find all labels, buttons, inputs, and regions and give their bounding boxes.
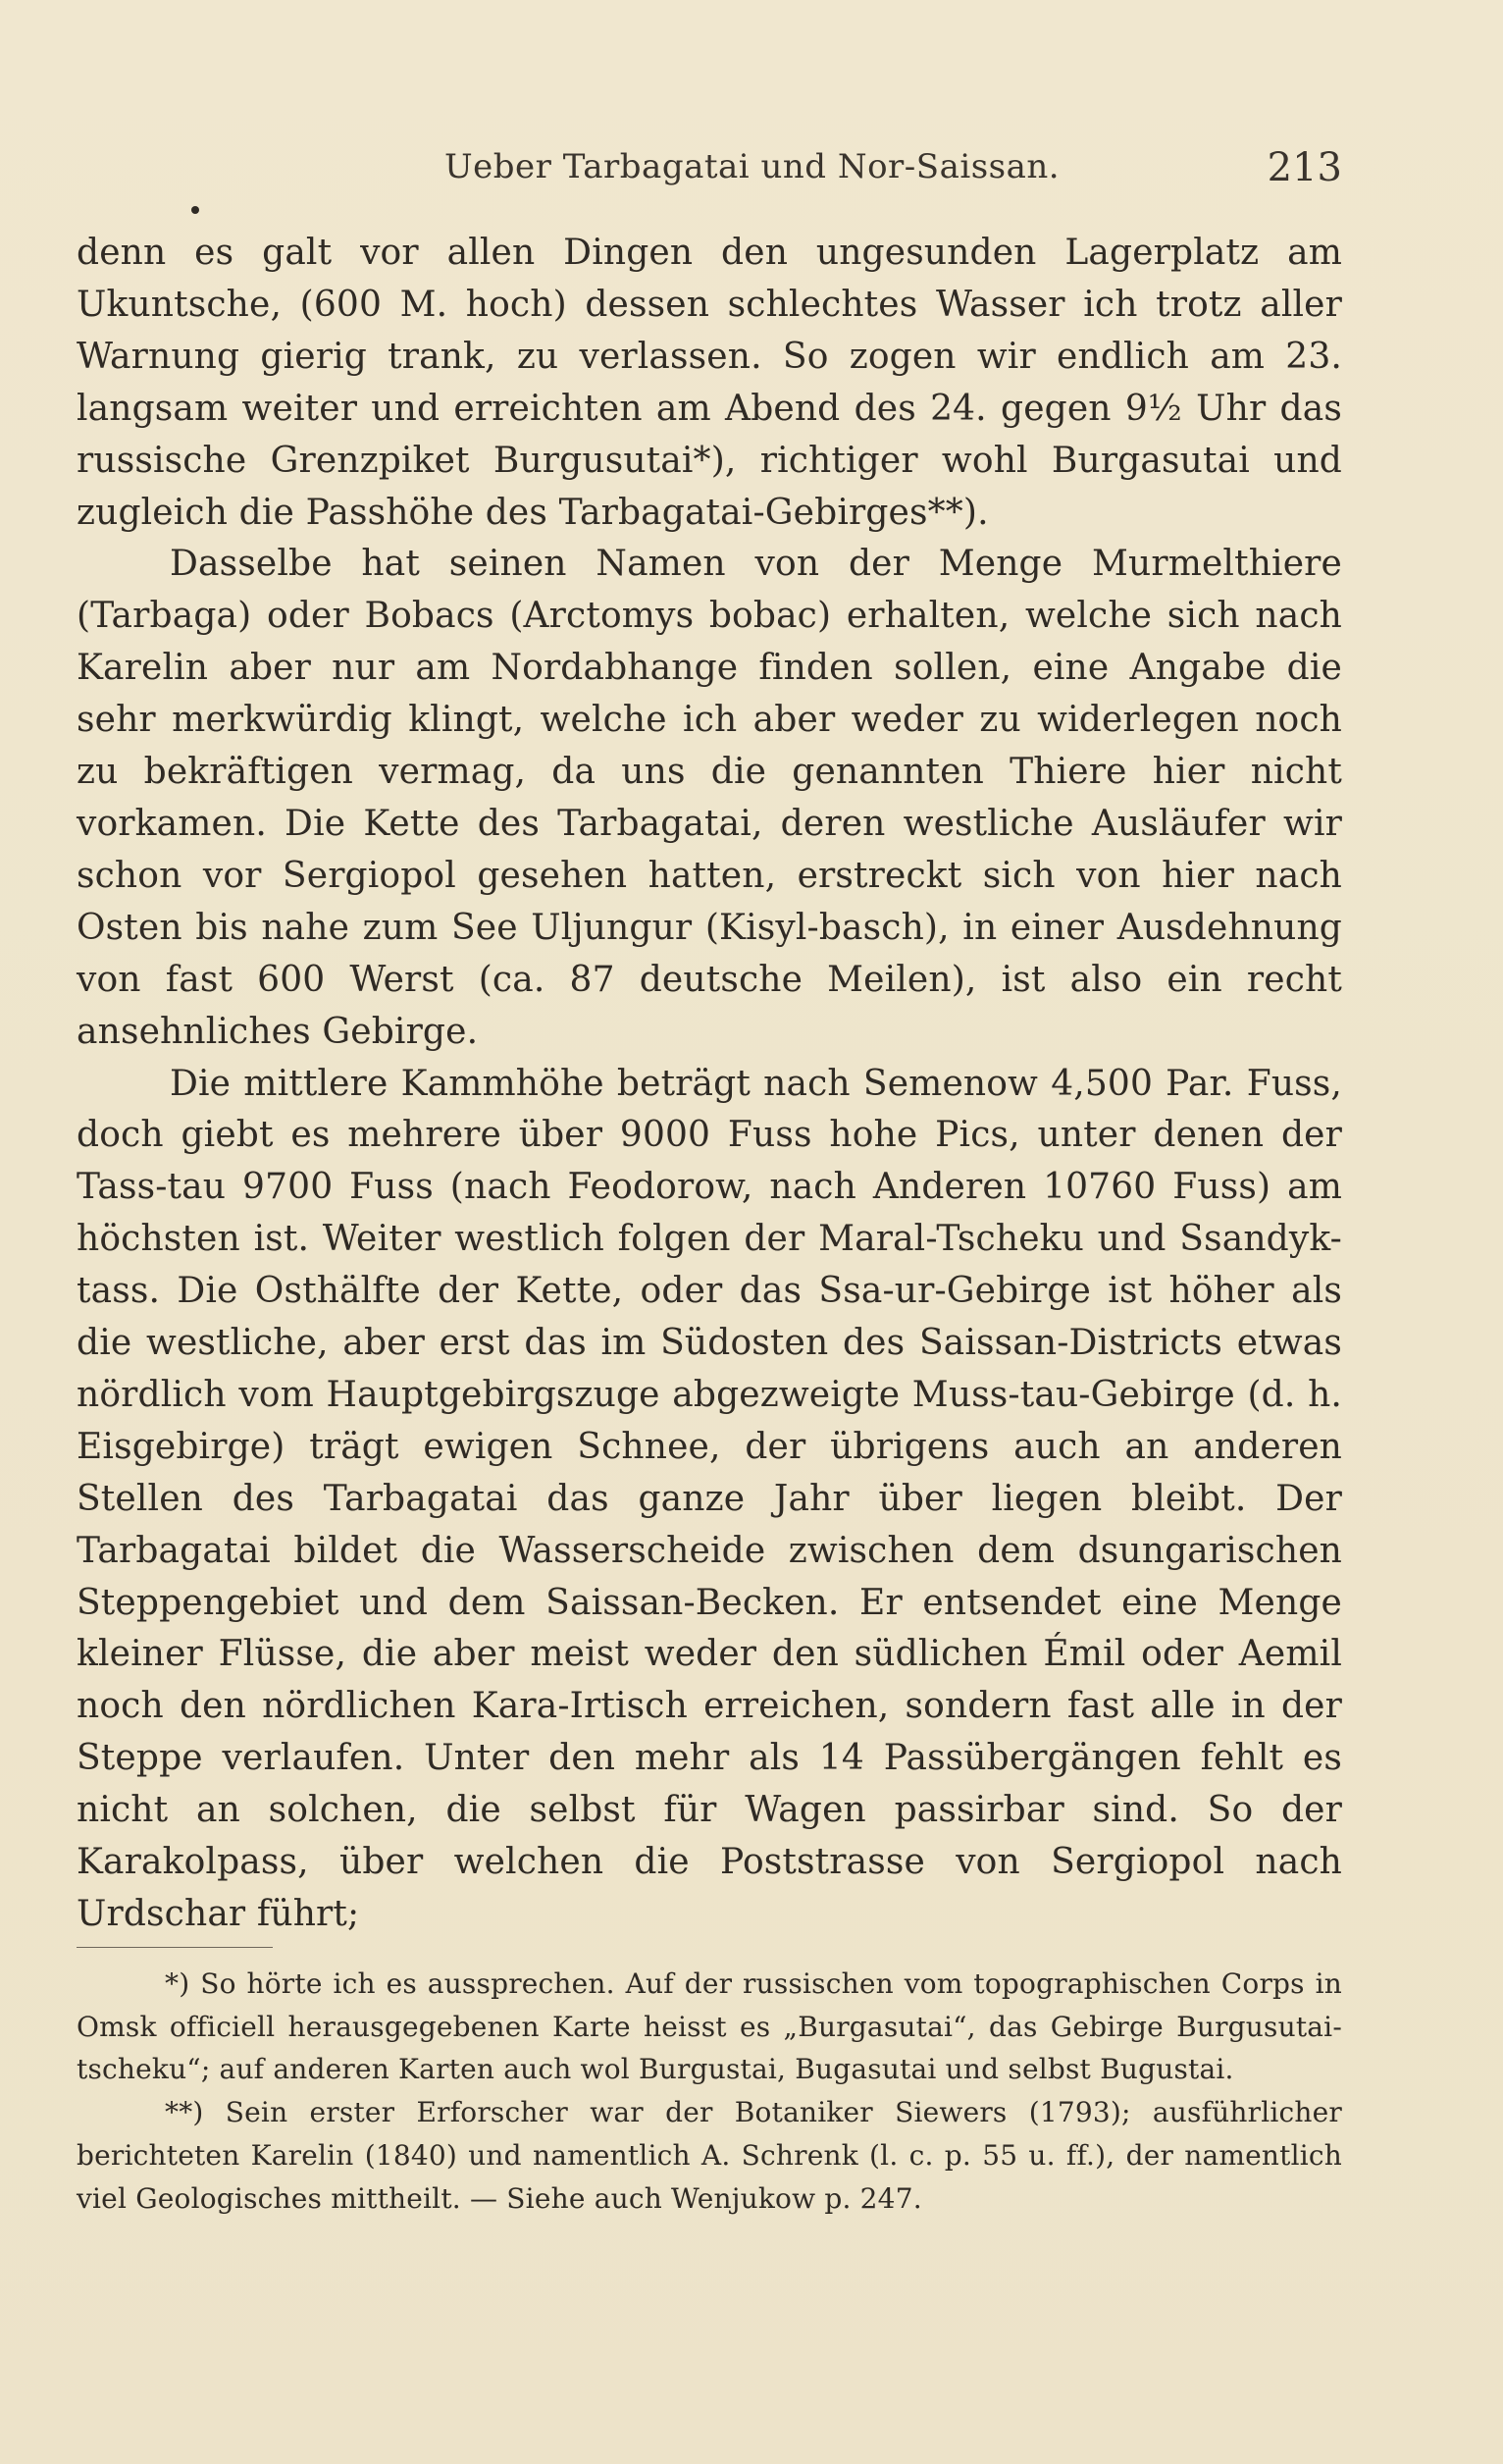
main-text [77,228,1342,1941]
paragraph-1: denn es galt vor allen Dingen den ungesunden Lagerplatz am Ukuntsche, (600 M. hoch) dessen schlechtes Wasser ich trotz aller Warnung gierig trank, zu verlassen. So zogen wir endlich am 23. langsam weiter und erreichten am Abend des 24. gegen 9½ Uhr das russische Grenzpiket Burgusutai*), richtiger wohl Burgasutai und zugleich die Passhöhe des Tarbagatai-Gebirges**). [77,233,1342,533]
running-head: Ueber Tarbagatai und Nor-Saissan. [444,147,1061,186]
footnote-divider [77,1947,273,1948]
ink-speck [191,206,199,214]
paragraph-2: Dasselbe hat seinen Namen von der Menge Murmelthiere (Tarbaga) oder Bobacs (Arctomys bobac) erhalten, welche sich nach Karelin aber nur am Nordabhange finden sollen, eine Angabe die sehr merkwürdig klingt, welche ich aber weder zu widerlegen noch zu bekräftigen vermag, da uns die genannten Thiere hier nicht vorkamen. Die Kette des Tarbagatai, deren westliche Ausläufer wir schon vor Sergiopol gesehen hatten, erstreckt sich von hier nach Osten bis nahe zum See Uljungur (Kisyl-basch), in einer Ausdehnung von fast 600 Werst (ca. 87 deutsche Meilen), ist also ein recht ansehnliches Gebirge. [77,544,1342,1052]
footnotes-section [77,1963,1342,2220]
footnote-1: *) So hörte ich es aussprechen. Auf der russischen vom topographischen Corps in Omsk officiell herausgegebenen Karte heisst es „Burgasutai“, das Gebirge Burgusutai-tscheku“; auf anderen Karten auch wol Burgustai, Bugasutai und selbst Bugustai. [77,1967,1342,2086]
page-number: 213 [1267,145,1342,190]
footnote-2: **) Sein erster Erforscher war der Botaniker Siewers (1793); ausführlicher berichteten Karelin (1840) und namentlich A. Schrenk (l. c. p. 55 u. ff.), der namentlich viel Geologisches mittheilt. — Siehe auch Wenjukow p. 247. [77,2096,1342,2215]
page-header [77,147,1342,196]
paragraph-3: Die mittlere Kammhöhe beträgt nach Semenow 4,500 Par. Fuss, doch giebt es mehrere über 9000 Fuss hohe Pics, unter denen der Tass-tau 9700 Fuss (nach Feodorow, nach Anderen 10760 Fuss) am höchsten ist. Weiter westlich folgen der Maral-Tscheku und Ssandyk-tass. Die Osthälfte der Kette, oder das Ssa-ur-Gebirge ist höher als die westliche, aber erst das im Südosten des Saissan-Districts etwas nördlich vom Hauptgebirgszuge abgezweigte Muss-tau-Gebirge (d. h. Eisgebirge) trägt ewigen Schnee, der übrigens auch an anderen Stellen des Tarbagatai das ganze Jahr über liegen bleibt. Der Tarbagatai bildet die Wasserscheide zwischen dem dsungarischen Steppengebiet und dem Saissan-Becken. Er entsendet eine Menge kleiner Flüsse, die aber meist weder den südlichen Émil oder Aemil noch den nördlichen Kara-Irtisch erreichen, sondern fast alle in der Steppe verlaufen. Unter den mehr als 14 Passübergängen fehlt es nicht an solchen, die selbst für Wagen passirbar sind. So der Karakolpass, über welchen die Poststrasse von Sergiopol nach Urdschar führt; [77,1063,1342,1934]
